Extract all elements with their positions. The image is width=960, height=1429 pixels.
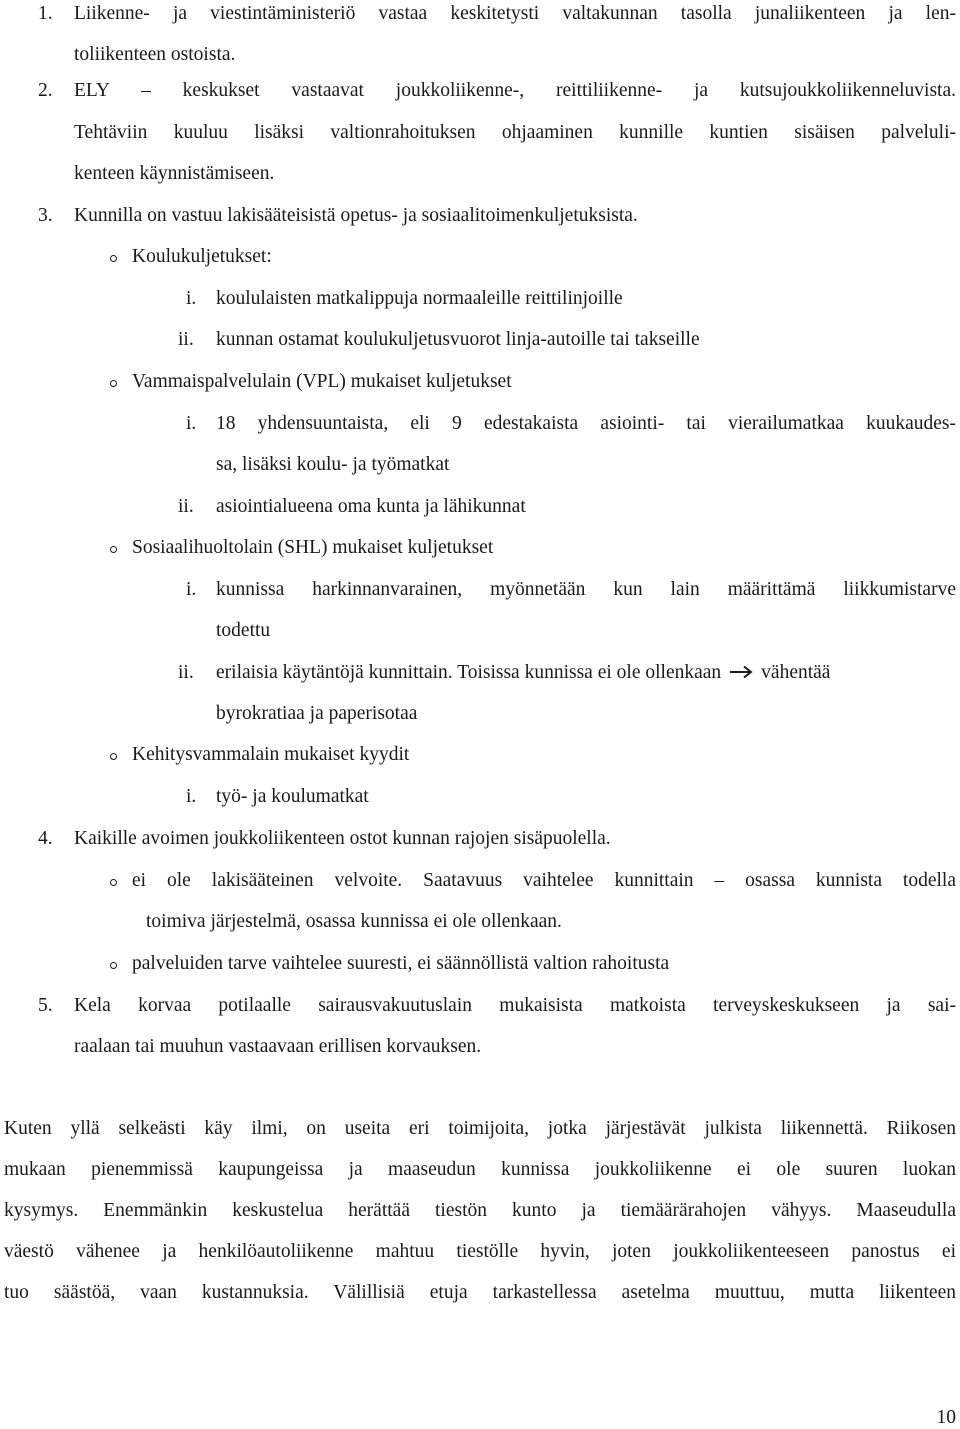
item-text-line: raalaan tai muuhun vastaavaan erillisen korvauksen. [74, 1036, 482, 1057]
sub-number: i. [186, 413, 197, 434]
item-number: 2. [38, 80, 53, 101]
item-text-line: Kaikille avoimen joukkoliikenteen ostot kunnan rajojen sisäpuolella. [74, 828, 611, 849]
item-number: 1. [38, 3, 53, 24]
item-text-line: toliikenteen ostoista. [74, 44, 236, 65]
sub-text: erilaisia käytäntöjä kunnittain. Toisissa kunnissa ei ole ollenkaan [216, 662, 722, 683]
paragraph-line: Kuten yllä selkeästi käy ilmi, on useita eri toimijoita, jotka järjestävät julkista liikennettä. Riikosen [4, 1118, 956, 1139]
bullet-icon [110, 546, 117, 553]
bullet-text: ei ole lakisääteinen velvoite. Saatavuus vaihtelee kunnittain – osassa kunnista todella [132, 870, 956, 891]
item-text-line: kenteen käynnistämiseen. [74, 163, 275, 184]
sub-text: sa, lisäksi koulu- ja työmatkat [216, 454, 450, 475]
sub-number: i. [186, 786, 197, 807]
bullet-text: palveluiden tarve vaihtelee suuresti, ei säännöllistä valtion rahoitusta [132, 953, 670, 974]
item-text-line: Liikenne- ja viestintäministeriö vastaa keskitetysti valtakunnan tasolla junaliikenteen ja len- [74, 3, 956, 24]
item-number: 3. [38, 205, 53, 226]
sub-text: kunnan ostamat koulukuljetusvuorot linja-autoille tai takseille [216, 329, 700, 350]
item-number: 4. [38, 828, 53, 849]
sub-text: 18 yhdensuuntaista, eli 9 edestakaista asiointi- tai vierailumatkaa kuukaudes- [216, 413, 956, 434]
bullet-icon [110, 255, 117, 262]
sub-text: vähentää [761, 662, 831, 683]
sub-number: i. [186, 579, 197, 600]
sub-number: i. [186, 288, 197, 309]
bullet-icon [110, 879, 117, 886]
item-text-line: ELY – keskukset vastaavat joukkoliikenne-, reittiliikenne- ja kutsujoukkoliikenneluvista. [74, 80, 956, 101]
bullet-label: Koulukuljetukset: [132, 246, 272, 267]
bullet-text: toimiva järjestelmä, osassa kunnissa ei ole ollenkaan. [146, 911, 562, 932]
bullet-icon [110, 753, 117, 760]
bullet-icon [110, 380, 117, 387]
sub-text: kunnissa harkinnanvarainen, myönnetään kun lain määrittämä liikkumistarve [216, 579, 956, 600]
right-arrow-icon [729, 665, 755, 679]
sub-number: ii. [178, 329, 194, 350]
item-text-line: Kela korvaa potilaalle sairausvakuutuslain mukaisista matkoista terveyskeskukseen ja sai- [74, 995, 956, 1016]
sub-text: todettu [216, 620, 271, 641]
paragraph-line: mukaan pienemmissä kaupungeissa ja maaseudun kunnissa joukkoliikenne ei ole suuren luokan [4, 1159, 956, 1180]
sub-number: ii. [178, 662, 194, 683]
page-number: 10 [936, 1407, 956, 1428]
bullet-label: Kehitysvammalain mukaiset kyydit [132, 744, 410, 765]
paragraph-line: tuo säästöä, vaan kustannuksia. Välillisiä etuja tarkastellessa asetelma muuttuu, mutta liikenteen [4, 1282, 956, 1303]
item-text-line: Kunnilla on vastuu lakisääteisistä opetus- ja sosiaalitoimenkuljetuksista. [74, 205, 638, 226]
paragraph-line: väestö vähenee ja henkilöautoliikenne mahtuu tiestölle hyvin, joten joukkoliikenteeseen panostus ei [4, 1241, 956, 1262]
bullet-label: Sosiaalihuoltolain (SHL) mukaiset kuljetukset [132, 537, 494, 558]
item-text-line: Tehtäviin kuuluu lisäksi valtionrahoituksen ohjaaminen kunnille kuntien sisäisen palveluli- [74, 122, 956, 143]
bullet-icon [110, 962, 117, 969]
paragraph-line: kysymys. Enemmänkin keskustelua herättää tiestön kunto ja tiemäärärahojen vähyys. Maaseudulla [4, 1200, 956, 1221]
sub-text: koululaisten matkalippuja normaaleille reittilinjoille [216, 288, 623, 309]
sub-text: työ- ja koulumatkat [216, 786, 369, 807]
sub-text: byrokratiaa ja paperisotaa [216, 703, 418, 724]
sub-text: asiointialueena oma kunta ja lähikunnat [216, 496, 526, 517]
item-number: 5. [38, 995, 53, 1016]
sub-number: ii. [178, 496, 194, 517]
sub-text-with-arrow [216, 662, 830, 684]
bullet-label: Vammaispalvelulain (VPL) mukaiset kuljetukset [132, 371, 512, 392]
